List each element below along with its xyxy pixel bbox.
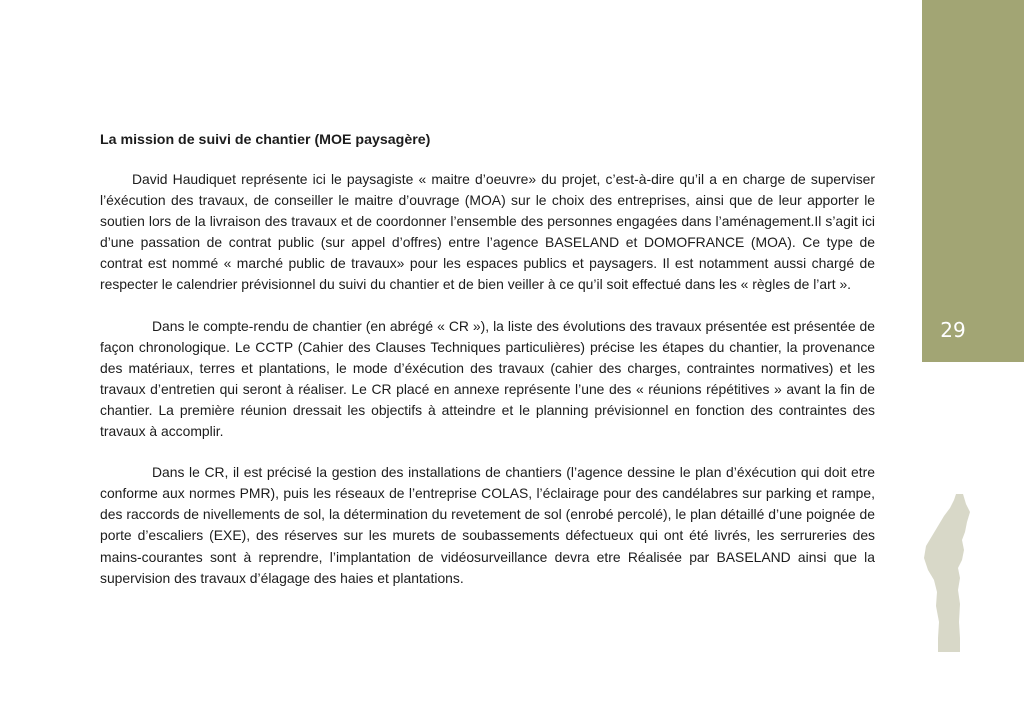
silhouette-shape — [924, 494, 970, 652]
silhouette-figure — [920, 494, 1024, 652]
paragraph-moe-role: David Haudiquet représente ici le paysagiste « maitre d’oeuvre» du projet, c’est-à-dire qu’il a en charge de superviser l’éxécution des travaux, de conseiller le maitre d’ouvrage (MOA) sur le choix des entreprises, ainsi que de leur apporter le soutien lors de la livraison des travaux et de coordonner l’ensemble des personnes engagées dans l’aménagement.Il s’agit ici d’une passation de contrat public (sur appel d’offres) entre l’agence BASELAND et DOMOFRANCE (MOA). Ce type de contrat est nommé « marché public de travaux» pour les espaces publics et paysagers. Il est notamment aussi chargé de respecter le calendrier prévisionnel du suivi du chantier et de bien veiller à ce qu’il soit effectué dans les « règles de l’art ». — [100, 171, 875, 293]
paragraph-cr-details: Dans le CR, il est précisé la gestion des installations de chantiers (l’agence dessine le plan d’éxécution qui doit etre conforme aux normes PMR), puis les réseaux de l’entreprise COLAS, l’éclairage pour des candélabres sur parking et rampe, des raccords de nivellements de sol, la détermination du revetement de sol (enrobé percolé), le plan détaillé d’une poignée de porte d’escaliers (EXE), des réserves sur les murets de soubassements défectueux qui ont été livrés, les serrureries des mains-courantes sont à reprendre, l’implantation de vidéosurveillance devra etre Réalisée par BASELAND ainsi que la supervision des travaux d’élagage des haies et plantations. — [100, 464, 875, 586]
page-color-band — [922, 0, 1024, 362]
page-number: 29 — [940, 318, 966, 342]
paragraph-compte-rendu: Dans le compte-rendu de chantier (en abrégé « CR »), la liste des évolutions des travaux présentée est présentée de façon chronologique. Le CCTP (Cahier des Clauses Techniques particulières) précise les étapes du chantier, la provenance des matériaux, terres et plantations, le mode d’éxécution des travaux (cahier des charges, contraintes normatives) et les travaux d’entretien qui seront à réaliser. Le CR placé en annexe représente l’une des « réunions répétitives » avant la fin de chantier. La première réunion dressait les objectifs à atteindre et le planning prévisionnel en fonction des contraintes des travaux à accomplir. — [100, 317, 875, 440]
document-body — [100, 130, 875, 609]
section-title: La mission de suivi de chantier (MOE paysagère) — [100, 132, 431, 148]
